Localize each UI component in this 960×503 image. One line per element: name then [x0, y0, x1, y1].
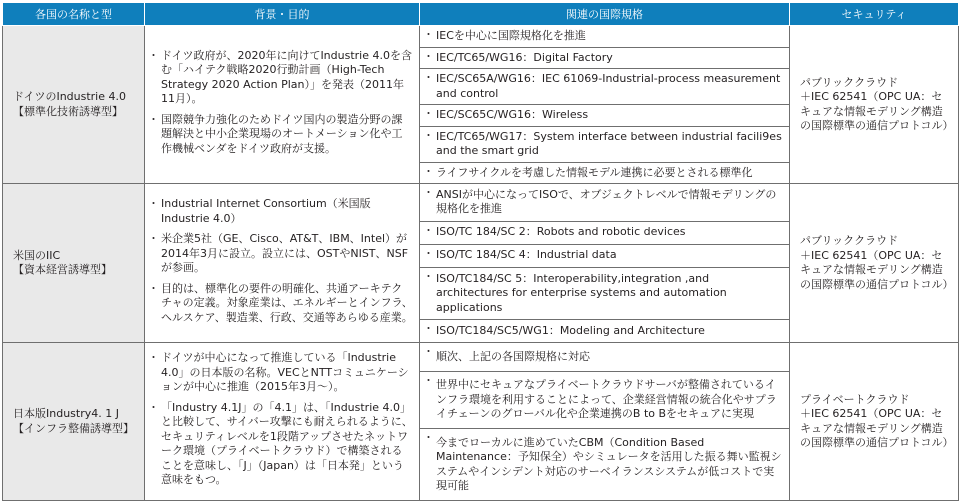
country-name: ドイツのIndustrie 4.0 [13, 90, 126, 103]
background-item: ・ ドイツが中心になって推進している「Industrie 4.0」の日本版の名称。VECとNTTコミュニケーションが中心に推進（2015年3月〜）。 [151, 351, 413, 395]
country-name-cell [3, 26, 145, 184]
table-row-japan [3, 343, 959, 501]
country-type: 【資本経営誘導型】 [13, 263, 112, 276]
standard-item: ・ 今までローカルに進めていたCBM（Condition Based Maintenance：予知保全）やシミュレータを活用した振る舞い監視システムやインシデント対応のサーベイランスシステムが低コストで実現可能 [420, 429, 789, 500]
header-name-type: 各国の名称と型 [3, 3, 145, 26]
country-name-cell [3, 184, 145, 343]
security-protocol: ＋IEC 62541（OPC UA：セキュアな情報モデリング構造の国際標準の通信プロトコル） [800, 90, 954, 132]
security-cell [790, 26, 959, 184]
security-protocol: ＋IEC 62541（OPC UA：セキュアな情報モデリング構造の国際標準の通信プロトコル） [800, 407, 954, 449]
country-type: 【インフラ整備誘導型】 [13, 421, 134, 435]
background-cell [145, 343, 420, 501]
country-name-cell [3, 343, 145, 501]
background-item: ・ 国際競争力強化のためドイツ国内の製造分野の課題解決と中小企業現場のオートメーション化や工作機械ベンダをドイツ政府が支援。 [151, 113, 413, 157]
country-name: 日本版Industry4. 1 J [13, 407, 119, 420]
standard-item: ・ ANSIが中心になってISOで、オブジェクトレベルで情報モデリングの規格化を推進 [420, 184, 789, 222]
background-item: ・ ドイツ政府が、2020年に向けてIndustrie 4.0を含む「ハイテク戦略2020行動計画（High-Tech Strategy 2020 Action Plan）」を発表（2011年11月）。 [151, 49, 413, 107]
standard-item: ・ IEC/SC65C/WG16：Wireless [420, 105, 789, 127]
table-row-us [3, 184, 959, 343]
standard-item: ・ ISO/TC184/SC 5：Interoperability,integration ,and architectures for enterprise systems and automation applications [420, 268, 789, 320]
background-item: ・ Industrial Internet Consortium（米国版Industrie 4.0） [151, 197, 413, 226]
security-cell [790, 184, 959, 343]
standards-cell [420, 343, 790, 501]
standard-item: ・ ISO/TC184/SC5/WG1：Modeling and Architecture [420, 320, 789, 342]
background-item: ・ 米企業5社（GE、Cisco、AT&T、IBM、Intel）が2014年3月に設立。設立には、OSTやNIST、NSFが参画。 [151, 232, 413, 276]
comparison-table [2, 2, 959, 501]
standard-item: ・ 世界中にセキュアなプライベートクラウドサーバが整備されているインフラ環境を利用することによって、企業経営情報の統合化やサプライチェーンのグローバル化や企業連携のB to Bをセキュアに実現 [420, 372, 789, 430]
background-cell [145, 26, 420, 184]
security-protocol: ＋IEC 62541（OPC UA：セキュアな情報モデリング構造の国際標準の通信プロトコル） [800, 248, 954, 291]
country-type: 【標準化技術誘導型】 [13, 104, 123, 118]
standard-item: ・ ISO/TC 184/SC 2：Robots and robotic devices [420, 222, 789, 245]
standard-item: ・ IEC/TC65/WG17：System interface between industrial facili9es and the smart grid [420, 127, 789, 163]
header-background-purpose: 背景・目的 [145, 3, 420, 26]
standard-item: ・ ISO/TC 184/SC 4：Industrial data [420, 245, 789, 268]
header-row [3, 3, 959, 26]
standards-cell [420, 26, 790, 184]
header-security: セキュリティ [790, 3, 959, 26]
country-name: 米国のIIC [13, 248, 61, 262]
security-type: パブリッククラウド [800, 75, 899, 89]
standard-item: ・ IECを中心に国際規格化を推進 [420, 26, 789, 48]
header-related-standards: 関連の国際規格 [420, 3, 790, 26]
background-item: ・ 目的は、標準化の要件の明確化、共通アーキテクチャの定義。対象産業は、エネルギーとインフラ、ヘルスケア、製造業、行政、交通等あらゆる産業。 [151, 282, 413, 326]
security-type: パブリッククラウド [800, 234, 899, 247]
standard-item: ・ IEC/TC65/WG16：Digital Factory [420, 48, 789, 70]
standard-item: ・ IEC/SC65A/WG16：IEC 61069-Industrial-process measurement and control [420, 69, 789, 105]
standard-item: ・ 順次、上記の各国際規格に対応 [420, 343, 789, 372]
background-cell [145, 184, 420, 343]
table-row-germany [3, 26, 959, 184]
security-cell [790, 343, 959, 501]
security-type: プライベートクラウド [800, 392, 910, 406]
standard-item: ・ ライフサイクルを考慮した情報モデル連携に必要とされる標準化 [420, 163, 789, 184]
standards-cell [420, 184, 790, 343]
background-item: ・ 「Industry 4.1J」の「4.1」は、「Industrie 4.0」と比較して、サイバー攻撃にも耐えられるように、セキュリティレベルを1段階アップさせたネットワーク環境（プライベートクラウド）で構築されることを意味し、「J」（Japan）は「日本発」という意味をもつ。 [151, 401, 413, 488]
